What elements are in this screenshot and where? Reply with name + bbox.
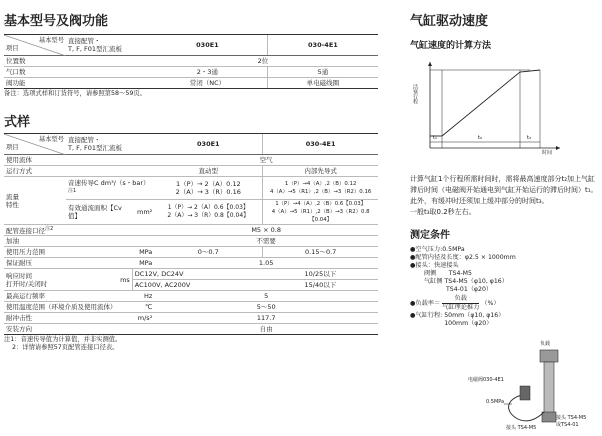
- row-value1: 常闭（NC）: [148, 78, 267, 89]
- row-label: 气口数: [4, 67, 148, 78]
- resp-dc-label: DC12V, DC24V: [132, 269, 263, 280]
- cond-line: ●空气压力:0.5MPa: [410, 246, 465, 253]
- header-model1: 030E1: [148, 35, 267, 56]
- resp-label: [4, 269, 132, 291]
- section1-title: 基本型号及阀功能: [4, 14, 109, 29]
- row-fluid: [4, 155, 378, 166]
- port-label: 配管连接口径: [6, 227, 45, 236]
- resp-dc-value: 10/25以下: [263, 269, 378, 280]
- flow-label-line1: 流量: [6, 192, 19, 201]
- row-unit: ℃: [132, 302, 154, 313]
- row-valve-function: [4, 78, 378, 89]
- sonic-note-ref: 注1: [68, 187, 77, 194]
- row-operation: [4, 166, 378, 177]
- cond-line: ●配管内径及长度：φ2.5 × 1000mm: [410, 254, 516, 261]
- graph-xlabel: 时间: [542, 150, 553, 156]
- flow-label-line2: 特性: [6, 200, 19, 209]
- resp-label-line2: 打开时/关闭时: [6, 279, 48, 288]
- row-response-dc: [4, 269, 378, 280]
- row-label: [4, 225, 154, 236]
- sonic-label: 音速传导C dm³/（s・bar）: [68, 178, 150, 187]
- calc-para2: 此外，有缓冲时还须加上缓冲部分的时间t₃。: [410, 197, 549, 205]
- resp-ac-label: AC100V, AC200V: [132, 280, 263, 291]
- row-value: 1.05: [154, 258, 378, 269]
- sonic-v2a: 1（P）→4（A）,2（B）0.12: [284, 181, 357, 187]
- sonic-v1a: 1（P）→ 2（A）0.12: [175, 180, 241, 188]
- row-pressure-range: [4, 247, 378, 258]
- stroke-label: ●气缸行程:: [410, 312, 443, 319]
- row-label: 耐冲击性: [4, 313, 132, 324]
- row-value1: 2・3通: [148, 67, 267, 78]
- cond-line: ●接头：快速接头: [410, 262, 459, 269]
- row-mounting: [4, 324, 378, 335]
- row-value: 5: [154, 291, 378, 302]
- header-desc-line1: 直接配管・: [68, 136, 101, 144]
- right-title: 气缸驱动速度: [410, 14, 489, 29]
- header-item-label: 项目: [6, 144, 19, 151]
- section1-note: 备注：选项式样和订货符号，请参照第58～59页。: [4, 90, 146, 97]
- stroke-block: [410, 312, 600, 328]
- load-denominator: 气缸理论推力: [442, 304, 480, 311]
- speed-graph: [410, 56, 570, 156]
- fig-joint2-label: 或TS4-01: [556, 422, 579, 428]
- row-label: 保证耐压: [4, 258, 132, 269]
- fig-pressure-label: 0.5MPa: [486, 399, 505, 405]
- row-label: 安装方向: [4, 324, 154, 335]
- header-model1: 030E1: [154, 134, 263, 155]
- row-label: 使用温度范围（环境介质及使用流体）: [4, 302, 132, 313]
- row-value: M5 × 0.8: [154, 225, 378, 236]
- resp-label-line1: 响应时间: [6, 271, 32, 280]
- row-value2: 5通: [267, 67, 378, 78]
- calc-title: 气缸速度的计算方法: [410, 41, 492, 51]
- spec-note2: 2：详情请参照57页配管连接口径表。: [12, 344, 119, 352]
- row-value: 2位: [148, 56, 378, 67]
- row-label: 使用压力范围: [4, 247, 132, 258]
- fig-load-label: 负载: [540, 341, 551, 347]
- test-setup-figure: [466, 338, 600, 432]
- cond-line: 阀侧 TS4-M5: [424, 270, 472, 277]
- cv-unit: mm²: [132, 200, 154, 225]
- row-value: 空气: [154, 155, 378, 166]
- spec-table: [4, 133, 378, 335]
- calc-description: [410, 174, 598, 218]
- row-value2: 单电磁线圈: [267, 78, 378, 89]
- graph-ylabel: 活塞行程: [412, 84, 418, 104]
- row-shock: [4, 313, 378, 324]
- header-model-label: 基本型号: [38, 136, 64, 143]
- stroke-value1: 50mm（φ10, φ16）: [444, 312, 505, 319]
- load-suffix: （%）: [481, 299, 500, 307]
- cv-v2: [263, 200, 378, 225]
- row-ports: [4, 67, 378, 78]
- cond-line: TS4-01（φ20）: [446, 286, 493, 293]
- row-value: 不需要: [154, 236, 378, 247]
- header-model2: 030-4E1: [267, 35, 378, 56]
- cond-line: 气缸侧 TS4-M5（φ10, φ16）: [424, 278, 508, 285]
- row-value2: 0.15～0.7: [263, 247, 378, 258]
- header-desc-line2: T, F, F01型汇流板: [68, 144, 122, 152]
- fig-joint1-label: 接头 TS4-M5: [556, 415, 587, 421]
- cv-v1: [154, 200, 263, 225]
- svg-text:t₂: t₂: [478, 135, 482, 141]
- fig-valve-label: 电磁阀030-4E1: [468, 377, 504, 383]
- cv-v2b: 4（A）→5（R1）,2（B）→3（R2）0.8【0.04】: [271, 209, 370, 223]
- row-positions: [4, 56, 378, 67]
- row-value1: 0～0.7: [154, 247, 263, 258]
- row-label: 加油: [4, 236, 154, 247]
- header-desc-line1: 直接配管・: [68, 37, 101, 45]
- header-item-label: 项目: [6, 45, 19, 52]
- fig-joint3-label: 接头 TS4-M5: [506, 425, 537, 431]
- load-prefix: ●负载率＝: [410, 299, 441, 307]
- header-desc: [66, 35, 148, 56]
- header-model2: 030-4E1: [263, 134, 378, 155]
- cv-v1b: 2（A）→ 3（R）0.8【0.04】: [167, 212, 250, 219]
- row-label: 阀功能: [4, 78, 148, 89]
- sonic-v1b: 2（A）→ 3（R）0.16: [175, 188, 241, 196]
- cv-label: 有效通流面积【Cv值】: [66, 200, 132, 225]
- row-label: 位置数: [4, 56, 148, 67]
- row-value: 5～50: [154, 302, 378, 313]
- flow-label: [4, 177, 66, 225]
- row-unit: MPa: [132, 258, 154, 269]
- section2-title: 式样: [4, 115, 31, 130]
- svg-text:t₁: t₁: [433, 135, 437, 141]
- load-ratio: [410, 295, 600, 312]
- cv-v2a: 1（P）→4（A）,2（B）0.6【0.03】: [275, 201, 367, 207]
- row-lubrication: [4, 236, 378, 247]
- row-value: 自由: [154, 324, 378, 335]
- row-frequency: [4, 291, 378, 302]
- cond-title: 测定条件: [410, 230, 450, 241]
- row-label: 运行方式: [4, 166, 154, 177]
- row-label: 使用流体: [4, 155, 154, 166]
- row-sonic-conductance: [4, 177, 378, 200]
- sonic-v1: [154, 177, 263, 200]
- sonic-v2b: 4（A）→5（R1）,2（B）→3（R2）0.16: [269, 189, 372, 195]
- header-desc-line2: T, F, F01型汇流板: [68, 45, 122, 53]
- row-port-size: [4, 225, 378, 236]
- resp-unit: ms: [120, 276, 130, 285]
- row-label: 最高运行频率: [4, 291, 132, 302]
- calc-para1: 计算气缸1个行程所需时间时，需将最高速度部分t₂加上气缸滞后时间（电磁阀开始通电到气缸开始运行的滞后时间）t₁。: [410, 175, 598, 194]
- row-unit: MPa: [132, 247, 154, 258]
- sonic-v2: [263, 177, 378, 200]
- row-temperature: [4, 302, 378, 313]
- conditions: [410, 246, 600, 328]
- header-model-label: 基本型号: [38, 37, 64, 44]
- header-corner-cell: [4, 35, 66, 56]
- spec-note1: 注1：音速传导值为计算值，并非实测值。: [4, 336, 122, 344]
- row-unit: Hz: [132, 291, 154, 302]
- load-fraction: [442, 295, 479, 312]
- load-numerator: 负载: [442, 295, 479, 304]
- row-proof-pressure: [4, 258, 378, 269]
- port-note-ref: 注2: [45, 226, 54, 232]
- row-value1: 直动型: [154, 166, 263, 177]
- sonic-label-cell: [66, 177, 154, 200]
- row-unit: m/s²: [132, 313, 154, 324]
- header-corner-cell: [4, 134, 66, 155]
- resp-ac-value: 15/40以下: [263, 280, 378, 291]
- row-value2: 内部先导式: [263, 166, 378, 177]
- cv-v1a: 1（P）→ 2（A）0.6【0.03】: [167, 204, 249, 211]
- row-value: 117.7: [154, 313, 378, 324]
- basic-model-table: [4, 34, 378, 89]
- header-desc: [66, 134, 154, 155]
- svg-text:t₃: t₃: [527, 135, 531, 141]
- calc-para3: 一般t₃取0.2秒左右。: [410, 208, 476, 216]
- stroke-value2: 100mm（φ20）: [444, 320, 493, 327]
